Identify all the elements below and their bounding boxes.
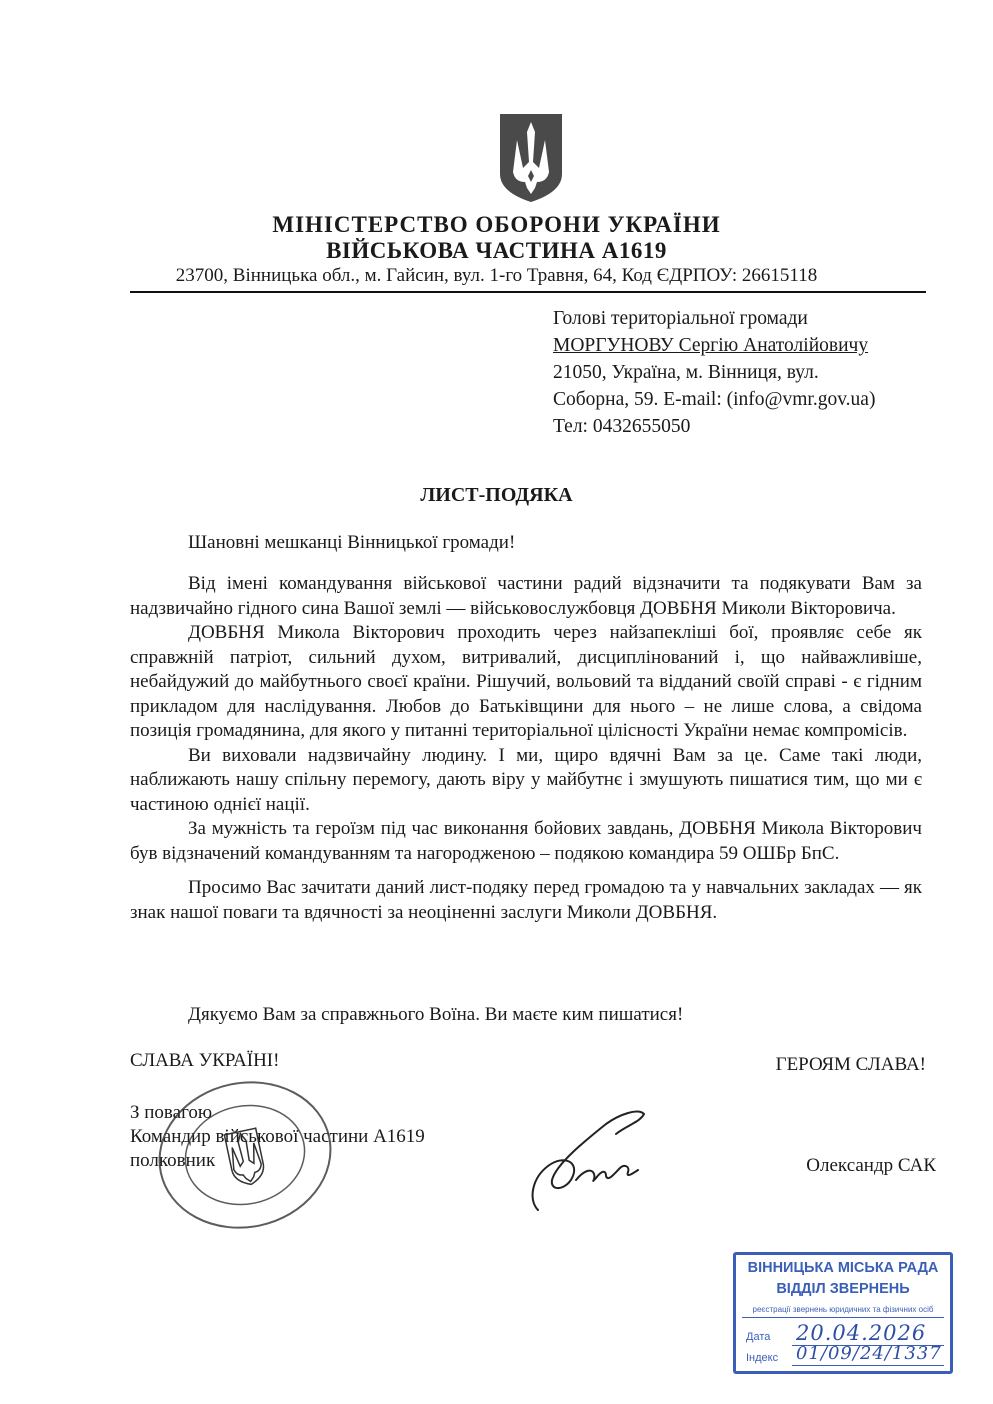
stamp-council-name: ВІННИЦЬКА МІСЬКА РАДА: [747, 1260, 939, 1276]
body-paragraph-1: Від імені командування військової частини радий відзначити та подякувати Вам за надзвичайно гідного сина Вашої землі — військовослужбовця ДОВБНЯ Миколи Вікторовича.: [130, 573, 922, 619]
stamp-index-value: 01/09/24/1337: [796, 1343, 942, 1364]
body-paragraph-2: ДОВБНЯ Микола Вікторович проходить через найзапекліші бої, проявляє себе як справжній патріот, сильний духом, витривалий, дисциплінований і, що найважливіше, небайдужий до майбутнього своєї країни. Рішучий, вольовий та відданий своїй справі - є гідним прикладом для наслідування. Любов до Батьківщини для нього – не лише слова, а свідома позиція громадянина, для якого у питанні територіальної цілісності України немає компромісів.: [130, 622, 922, 741]
trident-emblem-icon: [497, 112, 565, 204]
stamp-date-label: Дата: [746, 1331, 771, 1343]
slogan-right: ГЕРОЯМ СЛАВА!: [775, 1054, 926, 1075]
official-seal: [150, 1075, 340, 1235]
header-divider: [130, 291, 926, 293]
stamp-department: ВІДДІЛ ЗВЕРНЕНЬ: [776, 1281, 910, 1297]
recipient-phone: Тел: 0432655050: [553, 416, 691, 437]
recipient-address-line-1: 21050, Україна, м. Вінниця, вул.: [553, 362, 819, 383]
recipient-position: Голові територіальної громади: [553, 308, 808, 329]
recipient-name: МОРГУНОВУ Сергію Анатолійовичу: [553, 335, 869, 356]
stamp-index-underline: [792, 1365, 944, 1366]
letter-body: [130, 572, 922, 925]
signer-name: Олександр САК: [806, 1155, 936, 1176]
ministry-name: МІНІСТЕРСТВО ОБОРОНИ УКРАЇНИ: [272, 212, 721, 237]
signoff-regards: З повагою: [130, 1102, 213, 1123]
salutation: Шановні мешканці Вінницької громади!: [188, 532, 516, 553]
recipient-address-line-2: Соборна, 59. E-mail: (info@vmr.gov.ua): [553, 389, 876, 410]
body-paragraph-3: Ви виховали надзвичайну людину. І ми, щиро вдячні Вам за це. Саме такі люди, наближають нашу спільну перемогу, дають віру у майбутнє і змушують пишатися тим, що ми є частиною однієї нації.: [130, 744, 922, 815]
handwritten-signature: [520, 1100, 660, 1220]
body-paragraph-5: Просимо Вас зачитати даний лист-подяку перед громадою та у навчальних закладах — як знак нашої поваги та вдячності за неоціненні заслуги Миколи ДОВБНЯ.: [130, 877, 922, 923]
body-paragraph-4: За мужність та героїзм під час виконання бойових завдань, ДОВБНЯ Микола Вікторович був відзначений командуванням та нагородженою – подякою командира 59 ОШБр БпС.: [130, 818, 922, 864]
stamp-divider: [742, 1317, 944, 1318]
recipient-block: [553, 305, 875, 440]
document-title: ЛИСТ-ПОДЯКА: [420, 484, 573, 506]
stamp-index-label: Індекс: [746, 1352, 779, 1364]
military-unit-name: ВІЙСЬКОВА ЧАСТИНА А1619: [326, 238, 667, 263]
stamp-subtitle: реєстрації звернень юридичних та фізичних осіб: [752, 1305, 934, 1314]
signoff-position: Командир військової частини А1619: [130, 1126, 425, 1147]
registration-stamp: [733, 1252, 953, 1374]
closing-line: Дякуємо Вам за справжнього Воїна. Ви маєте ким пишатися!: [188, 1004, 684, 1025]
slogan-left: СЛАВА УКРАЇНІ!: [130, 1050, 280, 1071]
sender-address: 23700, Вінницька обл., м. Гайсин, вул. 1-го Травня, 64, Код ЄДРПОУ: 26615118: [175, 265, 818, 286]
stamp-date-value: 20.04.2026: [796, 1321, 927, 1345]
signoff-rank: полковник: [130, 1150, 216, 1171]
